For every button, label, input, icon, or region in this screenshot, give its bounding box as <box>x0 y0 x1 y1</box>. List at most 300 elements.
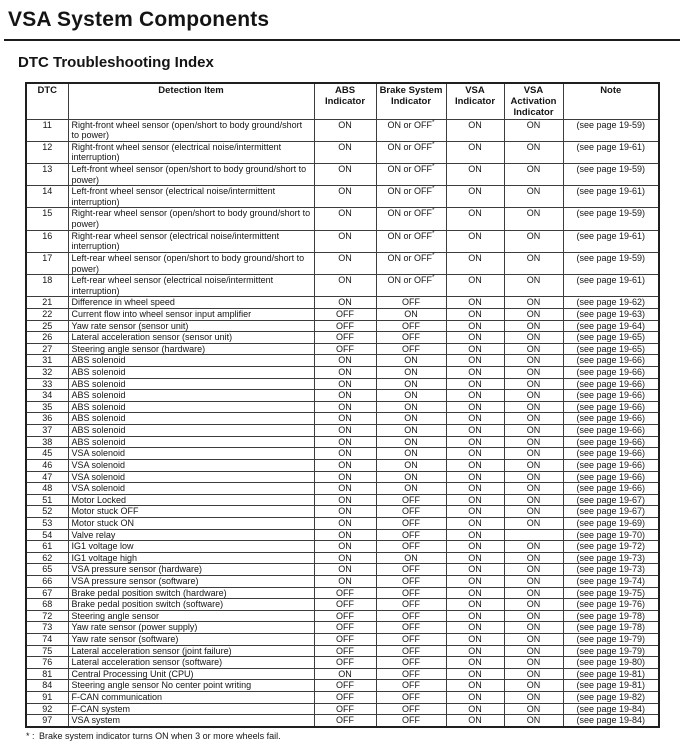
detection-item-cell: Right-front wheel sensor (electrical noise/intermittent interruption) <box>68 141 314 163</box>
vsa-activation-cell: ON <box>504 275 563 297</box>
footnote-reference-mark: * <box>431 229 435 237</box>
abs-indicator-cell: ON <box>314 275 376 297</box>
dtc-cell: 47 <box>26 471 68 483</box>
detection-item-cell: Difference in wheel speed <box>68 297 314 309</box>
brake-indicator-cell: ON or OFF* <box>376 141 446 163</box>
detection-item-cell: Motor stuck ON <box>68 517 314 529</box>
detection-item-cell: ABS solenoid <box>68 390 314 402</box>
vsa-activation-cell: ON <box>504 506 563 518</box>
table-row <box>26 552 659 564</box>
abs-indicator-cell: ON <box>314 230 376 252</box>
dtc-cell: 74 <box>26 634 68 646</box>
abs-indicator-cell: ON <box>314 252 376 274</box>
table-row <box>26 529 659 541</box>
abs-indicator-cell: OFF <box>314 610 376 622</box>
abs-indicator-cell: ON <box>314 529 376 541</box>
vsa-activation-cell: ON <box>504 355 563 367</box>
brake-indicator-cell: ON <box>376 413 446 425</box>
vsa-activation-cell: ON <box>504 692 563 704</box>
table-row <box>26 483 659 495</box>
vsa-activation-cell: ON <box>504 164 563 186</box>
vsa-activation-cell: ON <box>504 208 563 230</box>
dtc-cell: 65 <box>26 564 68 576</box>
note-cell: (see page 19-78) <box>563 610 659 622</box>
detection-item-cell: Steering angle sensor No center point writing <box>68 680 314 692</box>
detection-item-cell: F-CAN communication <box>68 692 314 704</box>
table-row <box>26 425 659 437</box>
abs-indicator-cell: OFF <box>314 680 376 692</box>
abs-indicator-cell: ON <box>314 119 376 141</box>
dtc-cell: 26 <box>26 332 68 344</box>
vsa-indicator-cell: ON <box>446 448 504 460</box>
vsa-indicator-cell: ON <box>446 119 504 141</box>
abs-indicator-cell: ON <box>314 208 376 230</box>
table-row <box>26 164 659 186</box>
table-row <box>26 668 659 680</box>
abs-indicator-cell: OFF <box>314 332 376 344</box>
table-row <box>26 517 659 529</box>
column-header: VSA Activation Indicator <box>504 83 563 119</box>
note-cell: (see page 19-59) <box>563 119 659 141</box>
detection-item-cell: Left-front wheel sensor (electrical noise/intermittent interruption) <box>68 186 314 208</box>
footnote-reference-mark: * <box>431 274 435 282</box>
brake-indicator-cell: ON <box>376 459 446 471</box>
vsa-activation-cell: ON <box>504 186 563 208</box>
dtc-cell: 76 <box>26 657 68 669</box>
abs-indicator-cell: OFF <box>314 343 376 355</box>
abs-indicator-cell: ON <box>314 141 376 163</box>
vsa-indicator-cell: ON <box>446 320 504 332</box>
note-cell: (see page 19-66) <box>563 401 659 413</box>
note-cell: (see page 19-66) <box>563 483 659 495</box>
table-row <box>26 448 659 460</box>
abs-indicator-cell: ON <box>314 471 376 483</box>
dtc-cell: 17 <box>26 252 68 274</box>
abs-indicator-cell: ON <box>314 564 376 576</box>
brake-indicator-cell: OFF <box>376 297 446 309</box>
vsa-indicator-cell: ON <box>446 308 504 320</box>
vsa-indicator-cell: ON <box>446 692 504 704</box>
dtc-cell: 66 <box>26 575 68 587</box>
brake-indicator-cell: OFF <box>376 541 446 553</box>
vsa-indicator-cell: ON <box>446 297 504 309</box>
vsa-indicator-cell: ON <box>446 622 504 634</box>
note-cell: (see page 19-66) <box>563 459 659 471</box>
dtc-cell: 45 <box>26 448 68 460</box>
note-cell: (see page 19-84) <box>563 703 659 715</box>
vsa-activation-cell: ON <box>504 320 563 332</box>
dtc-cell: 25 <box>26 320 68 332</box>
detection-item-cell: ABS solenoid <box>68 367 314 379</box>
footnote-reference-mark: * <box>431 140 435 148</box>
note-cell: (see page 19-66) <box>563 413 659 425</box>
vsa-activation-cell: ON <box>504 587 563 599</box>
vsa-indicator-cell: ON <box>446 355 504 367</box>
note-cell: (see page 19-78) <box>563 622 659 634</box>
abs-indicator-cell: OFF <box>314 657 376 669</box>
footnote-reference-mark: * <box>431 163 435 171</box>
vsa-indicator-cell: ON <box>446 275 504 297</box>
footnote-text: Brake system indicator turns ON when 3 or more wheels fail. <box>39 730 281 741</box>
table-row <box>26 413 659 425</box>
dtc-cell: 13 <box>26 164 68 186</box>
brake-indicator-cell: ON <box>376 436 446 448</box>
note-cell: (see page 19-73) <box>563 552 659 564</box>
detection-item-cell: Yaw rate sensor (sensor unit) <box>68 320 314 332</box>
vsa-indicator-cell: ON <box>446 425 504 437</box>
vsa-indicator-cell: ON <box>446 483 504 495</box>
note-cell: (see page 19-66) <box>563 436 659 448</box>
brake-indicator-cell: ON <box>376 483 446 495</box>
detection-item-cell: Lateral acceleration sensor (joint failure) <box>68 645 314 657</box>
table-row <box>26 355 659 367</box>
vsa-indicator-cell: ON <box>446 436 504 448</box>
note-cell: (see page 19-70) <box>563 529 659 541</box>
dtc-cell: 97 <box>26 715 68 727</box>
note-cell: (see page 19-66) <box>563 355 659 367</box>
vsa-activation-cell: ON <box>504 599 563 611</box>
note-cell: (see page 19-75) <box>563 587 659 599</box>
table-row <box>26 320 659 332</box>
brake-indicator-cell: ON <box>376 367 446 379</box>
brake-indicator-cell: OFF <box>376 657 446 669</box>
table-row <box>26 634 659 646</box>
brake-indicator-cell: ON <box>376 471 446 483</box>
dtc-cell: 37 <box>26 425 68 437</box>
abs-indicator-cell: ON <box>314 413 376 425</box>
table-row <box>26 308 659 320</box>
abs-indicator-cell: ON <box>314 575 376 587</box>
header-row <box>26 83 659 119</box>
detection-item-cell: Brake pedal position switch (software) <box>68 599 314 611</box>
vsa-activation-cell: ON <box>504 610 563 622</box>
vsa-activation-cell: ON <box>504 230 563 252</box>
note-cell: (see page 19-73) <box>563 564 659 576</box>
table-row <box>26 230 659 252</box>
table-row <box>26 332 659 344</box>
brake-indicator-cell: ON <box>376 448 446 460</box>
note-cell: (see page 19-67) <box>563 506 659 518</box>
table-row <box>26 645 659 657</box>
table-row <box>26 390 659 402</box>
dtc-cell: 38 <box>26 436 68 448</box>
vsa-activation-cell: ON <box>504 436 563 448</box>
vsa-activation-cell <box>504 529 563 541</box>
vsa-activation-cell: ON <box>504 715 563 727</box>
detection-item-cell: IG1 voltage high <box>68 552 314 564</box>
detection-item-cell: Lateral acceleration sensor (sensor unit) <box>68 332 314 344</box>
abs-indicator-cell: ON <box>314 390 376 402</box>
dtc-cell: 53 <box>26 517 68 529</box>
table-row <box>26 541 659 553</box>
detection-item-cell: Left-rear wheel sensor (electrical noise/intermittent interruption) <box>68 275 314 297</box>
vsa-indicator-cell: ON <box>446 715 504 727</box>
vsa-indicator-cell: ON <box>446 634 504 646</box>
table-row <box>26 252 659 274</box>
note-cell: (see page 19-63) <box>563 308 659 320</box>
dtc-cell: 36 <box>26 413 68 425</box>
brake-indicator-cell: OFF <box>376 587 446 599</box>
brake-indicator-cell: OFF <box>376 610 446 622</box>
page-title: VSA System Components <box>8 8 270 31</box>
detection-item-cell: Steering angle sensor <box>68 610 314 622</box>
brake-indicator-cell: OFF <box>376 645 446 657</box>
note-cell: (see page 19-59) <box>563 208 659 230</box>
vsa-indicator-cell: ON <box>446 413 504 425</box>
detection-item-cell: VSA solenoid <box>68 483 314 495</box>
dtc-cell: 15 <box>26 208 68 230</box>
vsa-activation-cell: ON <box>504 680 563 692</box>
table-row <box>26 141 659 163</box>
abs-indicator-cell: ON <box>314 436 376 448</box>
table-row <box>26 343 659 355</box>
abs-indicator-cell: ON <box>314 186 376 208</box>
vsa-indicator-cell: ON <box>446 390 504 402</box>
vsa-activation-cell: ON <box>504 308 563 320</box>
abs-indicator-cell: ON <box>314 401 376 413</box>
table-row <box>26 622 659 634</box>
note-cell: (see page 19-64) <box>563 320 659 332</box>
abs-indicator-cell: ON <box>314 668 376 680</box>
vsa-activation-cell: ON <box>504 668 563 680</box>
dtc-cell: 75 <box>26 645 68 657</box>
vsa-activation-cell: ON <box>504 343 563 355</box>
detection-item-cell: VSA pressure sensor (hardware) <box>68 564 314 576</box>
brake-indicator-cell: OFF <box>376 599 446 611</box>
dtc-cell: 33 <box>26 378 68 390</box>
vsa-indicator-cell: ON <box>446 529 504 541</box>
table-row <box>26 119 659 141</box>
table-row <box>26 599 659 611</box>
table-row <box>26 680 659 692</box>
dtc-cell: 81 <box>26 668 68 680</box>
table-row <box>26 610 659 622</box>
dtc-cell: 52 <box>26 506 68 518</box>
note-cell: (see page 19-72) <box>563 541 659 553</box>
footnote <box>26 731 684 741</box>
table-row <box>26 186 659 208</box>
abs-indicator-cell: ON <box>314 494 376 506</box>
dtc-cell: 72 <box>26 610 68 622</box>
vsa-activation-cell: ON <box>504 448 563 460</box>
column-header: Note <box>563 83 659 119</box>
dtc-cell: 27 <box>26 343 68 355</box>
note-cell: (see page 19-61) <box>563 230 659 252</box>
dtc-cell: 61 <box>26 541 68 553</box>
footnote-marker: * : <box>26 730 35 741</box>
detection-item-cell: Motor stuck OFF <box>68 506 314 518</box>
dtc-cell: 34 <box>26 390 68 402</box>
vsa-indicator-cell: ON <box>446 680 504 692</box>
table-row <box>26 401 659 413</box>
abs-indicator-cell: ON <box>314 552 376 564</box>
vsa-indicator-cell: ON <box>446 703 504 715</box>
vsa-indicator-cell: ON <box>446 252 504 274</box>
abs-indicator-cell: ON <box>314 506 376 518</box>
detection-item-cell: F-CAN system <box>68 703 314 715</box>
detection-item-cell: ABS solenoid <box>68 436 314 448</box>
dtc-cell: 22 <box>26 308 68 320</box>
vsa-indicator-cell: ON <box>446 332 504 344</box>
vsa-activation-cell: ON <box>504 541 563 553</box>
detection-item-cell: Right-front wheel sensor (open/short to body ground/short to power) <box>68 119 314 141</box>
brake-indicator-cell: ON <box>376 401 446 413</box>
abs-indicator-cell: ON <box>314 541 376 553</box>
vsa-activation-cell: ON <box>504 252 563 274</box>
vsa-activation-cell: ON <box>504 471 563 483</box>
vsa-indicator-cell: ON <box>446 141 504 163</box>
brake-indicator-cell: OFF <box>376 692 446 704</box>
detection-item-cell: ABS solenoid <box>68 401 314 413</box>
brake-indicator-cell: OFF <box>376 494 446 506</box>
brake-indicator-cell: ON or OFF* <box>376 230 446 252</box>
note-cell: (see page 19-66) <box>563 425 659 437</box>
dtc-cell: 62 <box>26 552 68 564</box>
abs-indicator-cell: OFF <box>314 703 376 715</box>
brake-indicator-cell: OFF <box>376 575 446 587</box>
brake-indicator-cell: ON <box>376 308 446 320</box>
table-row <box>26 715 659 727</box>
note-cell: (see page 19-80) <box>563 657 659 669</box>
brake-indicator-cell: OFF <box>376 529 446 541</box>
vsa-activation-cell: ON <box>504 459 563 471</box>
vsa-indicator-cell: ON <box>446 668 504 680</box>
note-cell: (see page 19-59) <box>563 164 659 186</box>
vsa-activation-cell: ON <box>504 425 563 437</box>
vsa-activation-cell: ON <box>504 332 563 344</box>
vsa-indicator-cell: ON <box>446 599 504 611</box>
detection-item-cell: Yaw rate sensor (software) <box>68 634 314 646</box>
abs-indicator-cell: OFF <box>314 634 376 646</box>
brake-indicator-cell: ON or OFF* <box>376 119 446 141</box>
vsa-indicator-cell: ON <box>446 343 504 355</box>
vsa-activation-cell: ON <box>504 645 563 657</box>
note-cell: (see page 19-67) <box>563 494 659 506</box>
brake-indicator-cell: OFF <box>376 320 446 332</box>
brake-indicator-cell: OFF <box>376 680 446 692</box>
table-row <box>26 367 659 379</box>
brake-indicator-cell: OFF <box>376 622 446 634</box>
brake-indicator-cell: ON <box>376 355 446 367</box>
footnote-reference-mark: * <box>431 251 435 259</box>
vsa-activation-cell: ON <box>504 119 563 141</box>
note-cell: (see page 19-66) <box>563 378 659 390</box>
table-row <box>26 506 659 518</box>
vsa-activation-cell: ON <box>504 552 563 564</box>
detection-item-cell: IG1 voltage low <box>68 541 314 553</box>
vsa-indicator-cell: ON <box>446 378 504 390</box>
footnote-reference-mark: * <box>431 118 435 126</box>
brake-indicator-cell: OFF <box>376 564 446 576</box>
vsa-indicator-cell: ON <box>446 645 504 657</box>
note-cell: (see page 19-81) <box>563 680 659 692</box>
abs-indicator-cell: OFF <box>314 308 376 320</box>
vsa-indicator-cell: ON <box>446 164 504 186</box>
dtc-cell: 48 <box>26 483 68 495</box>
vsa-indicator-cell: ON <box>446 541 504 553</box>
detection-item-cell: VSA pressure sensor (software) <box>68 575 314 587</box>
note-cell: (see page 19-66) <box>563 448 659 460</box>
table-row <box>26 692 659 704</box>
vsa-activation-cell: ON <box>504 634 563 646</box>
abs-indicator-cell: ON <box>314 483 376 495</box>
brake-indicator-cell: ON or OFF* <box>376 208 446 230</box>
detection-item-cell: Left-front wheel sensor (open/short to body ground/short to power) <box>68 164 314 186</box>
detection-item-cell: VSA solenoid <box>68 448 314 460</box>
detection-item-cell: Valve relay <box>68 529 314 541</box>
vsa-activation-cell: ON <box>504 703 563 715</box>
abs-indicator-cell: ON <box>314 459 376 471</box>
vsa-activation-cell: ON <box>504 378 563 390</box>
vsa-indicator-cell: ON <box>446 517 504 529</box>
note-cell: (see page 19-61) <box>563 275 659 297</box>
vsa-indicator-cell: ON <box>446 610 504 622</box>
brake-indicator-cell: OFF <box>376 343 446 355</box>
detection-item-cell: Yaw rate sensor (power supply) <box>68 622 314 634</box>
detection-item-cell: Current flow into wheel sensor input amplifier <box>68 308 314 320</box>
dtc-cell: 31 <box>26 355 68 367</box>
detection-item-cell: Motor Locked <box>68 494 314 506</box>
table-row <box>26 564 659 576</box>
note-cell: (see page 19-82) <box>563 692 659 704</box>
detection-item-cell: Steering angle sensor (hardware) <box>68 343 314 355</box>
dtc-cell: 54 <box>26 529 68 541</box>
vsa-activation-cell: ON <box>504 564 563 576</box>
dtc-cell: 68 <box>26 599 68 611</box>
vsa-activation-cell: ON <box>504 390 563 402</box>
detection-item-cell: VSA solenoid <box>68 471 314 483</box>
brake-indicator-cell: ON <box>376 425 446 437</box>
abs-indicator-cell: ON <box>314 367 376 379</box>
table-row <box>26 657 659 669</box>
detection-item-cell: ABS solenoid <box>68 413 314 425</box>
vsa-indicator-cell: ON <box>446 401 504 413</box>
brake-indicator-cell: ON or OFF* <box>376 186 446 208</box>
dtc-cell: 16 <box>26 230 68 252</box>
abs-indicator-cell: ON <box>314 517 376 529</box>
column-header: ABS Indicator <box>314 83 376 119</box>
note-cell: (see page 19-59) <box>563 252 659 274</box>
note-cell: (see page 19-81) <box>563 668 659 680</box>
vsa-indicator-cell: ON <box>446 186 504 208</box>
dtc-cell: 51 <box>26 494 68 506</box>
note-cell: (see page 19-84) <box>563 715 659 727</box>
detection-item-cell: Brake pedal position switch (hardware) <box>68 587 314 599</box>
vsa-activation-cell: ON <box>504 483 563 495</box>
abs-indicator-cell: ON <box>314 164 376 186</box>
table-row <box>26 297 659 309</box>
brake-indicator-cell: OFF <box>376 715 446 727</box>
table-row <box>26 436 659 448</box>
dtc-cell: 32 <box>26 367 68 379</box>
note-cell: (see page 19-76) <box>563 599 659 611</box>
abs-indicator-cell: OFF <box>314 320 376 332</box>
abs-indicator-cell: ON <box>314 355 376 367</box>
abs-indicator-cell: ON <box>314 378 376 390</box>
column-header: Brake System Indicator <box>376 83 446 119</box>
table-row <box>26 471 659 483</box>
dtc-table <box>25 82 660 728</box>
vsa-activation-cell: ON <box>504 517 563 529</box>
dtc-cell: 35 <box>26 401 68 413</box>
abs-indicator-cell: OFF <box>314 715 376 727</box>
table-row <box>26 494 659 506</box>
dtc-cell: 11 <box>26 119 68 141</box>
title-divider <box>4 39 680 41</box>
detection-item-cell: ABS solenoid <box>68 355 314 367</box>
vsa-activation-cell: ON <box>504 413 563 425</box>
detection-item-cell: Right-rear wheel sensor (electrical noise/intermittent interruption) <box>68 230 314 252</box>
